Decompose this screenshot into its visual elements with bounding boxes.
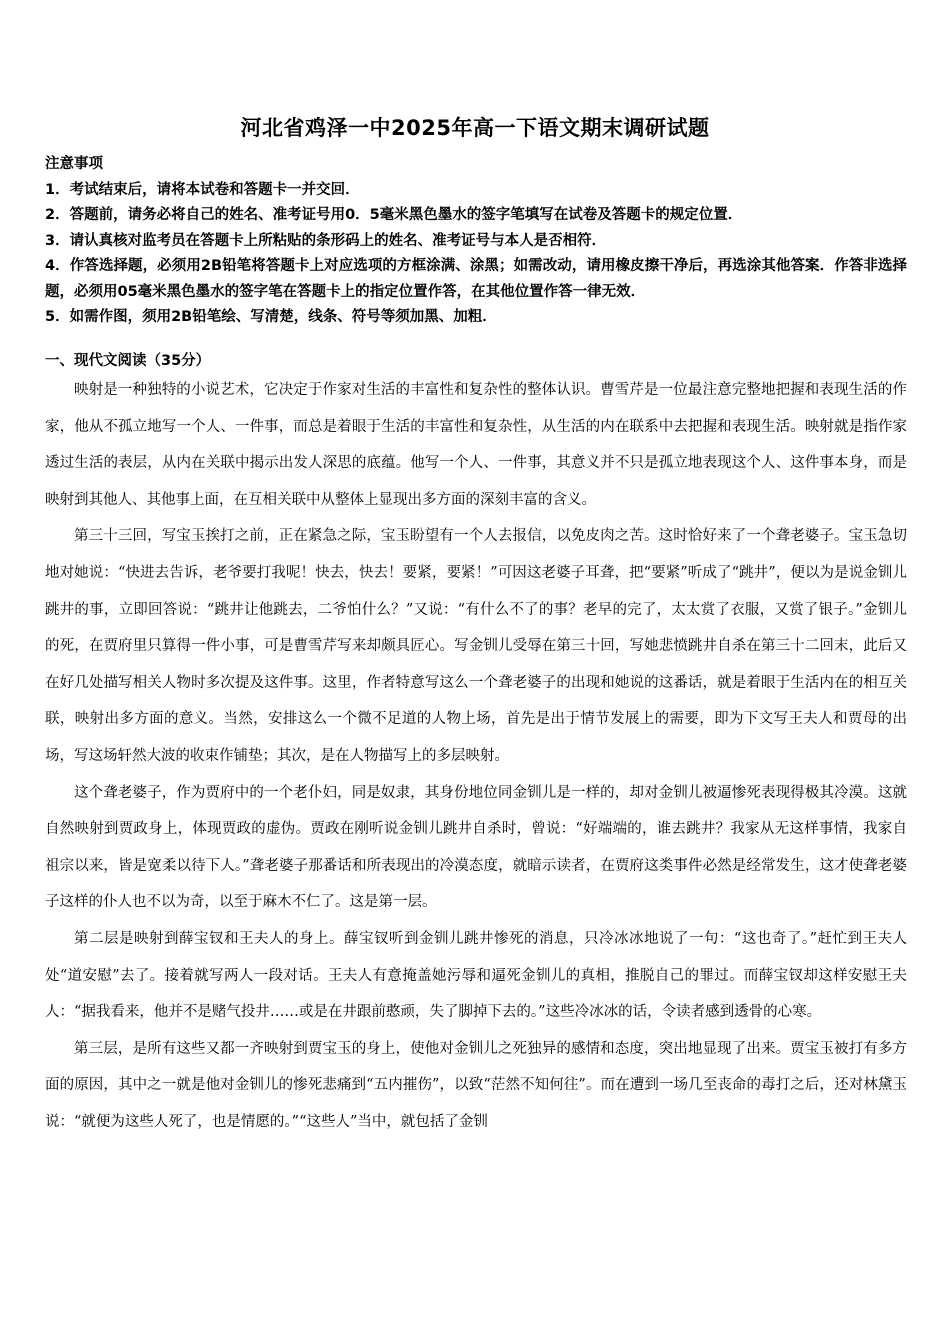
- section-heading: 一、现代文阅读（35分）: [45, 353, 211, 369]
- notice-block: [45, 152, 907, 331]
- notice-item-2: 2．答题前，请务必将自己的姓名、准考证号用0．5毫米黑色墨水的签字笔填写在试卷及答题卡的规定位置．: [45, 207, 743, 223]
- passage-paragraph-4: 第二层是映射到薛宝钗和王夫人的身上。薛宝钗听到金钏儿跳井惨死的消息，只冷冰冰地说了一句：“这也奇了。”赶忙到王夫人处“道安慰”去了。接着就写两人一段对话。王夫人有意掩盖她污辱和逼死金钏儿的真相，推脱自己的罪过。而薛宝钗却这样安慰王夫人：“据我看来，他并不是赌气投井……或是在井跟前憨顽，失了脚掉下去的。”这些冷冰冰的话，令读者感到透骨的心寒。: [45, 930, 907, 1021]
- exam-title: 河北省鸡泽一中2025年高一下语文期末调研试题: [240, 116, 710, 140]
- notice-item-4: 4．作答选择题，必须用2B铅笔将答题卡上对应选项的方框涂满、涂黑；如需改动，请用橡皮擦干净后，再选涂其他答案．作答非选择题，必须用05毫米黑色墨水的签字笔在答题卡上的指定位置作答，在其他位置作答一律无效．: [45, 258, 907, 300]
- notice-heading: 注意事项: [45, 156, 103, 172]
- notice-item-5: 5．如需作图，须用2B铅笔绘、写清楚，线条、符号等须加黑、加粗．: [45, 309, 497, 325]
- passage-paragraph-3: 这个聋老婆子，作为贾府中的一个老仆妇，同是奴隶，其身份地位同金钏儿是一样的，却对金钏儿被逼惨死表现得极其冷漠。这就自然映射到贾政身上，体现贾政的虚伪。贾政在刚听说金钏儿跳井自杀时，曾说：“好端端的，谁去跳井？我家从无这样事情，我家自祖宗以来，皆是宽柔以待下人。”聋老婆子那番话和所表现出的冷漠态度，就暗示读者，在贾府这类事件必然是经常发生，这才使聋老婆子这样的仆人也不以为奇，以至于麻木不仁了。这是第一层。: [45, 784, 907, 911]
- passage-paragraph-5: 第三层，是所有这些又都一齐映射到贾宝玉的身上，使他对金钏儿之死独异的感情和态度，突出地显现了出来。贾宝玉被打有多方面的原因，其中之一就是他对金钏儿的惨死悲痛到“五内摧伤”，以致“茫然不知何往”。而在遭到一场几至丧命的毒打之后，还对林黛玉说：“就便为这些人死了，也是情愿的。”“这些人”当中，就包括了金钏: [45, 1040, 907, 1130]
- notice-item-1: 1．考试结束后，请将本试卷和答题卡一并交回．: [45, 181, 360, 198]
- notice-item-3: 3．请认真核对监考员在答题卡上所粘贴的条形码上的姓名、准考证号与本人是否相符．: [45, 232, 607, 249]
- passage-paragraph-2: 第三十三回，写宝玉挨打之前，正在紧急之际，宝玉盼望有一个人去报信，以免皮肉之苦。这时恰好来了一个聋老婆子。宝玉急切地对她说：“快进去告诉，老爷要打我呢！快去，快去！要紧，要紧！”可因这老婆子耳聋，把“要紧”听成了“跳井”，便以为是说金钏儿跳井的事，立即回答说：“跳井让他跳去，二爷怕什么？”又说：“有什么不了的事？老早的完了，太太赏了衣服，又赏了银子。”金钏儿的死，在贾府里只算得一件小事，可是曹雪芹写来却颇具匠心。写金钏儿受辱在第三十回，写她悲愤跳井自杀在第三十二回末，此后又在好几处描写相关人物时多次提及这件事。这里，作者特意写这么一个聋老婆子的出现和她说的这番话，就是着眼于生活内在的相互关联，映射出多方面的意义。当然，安排这么一个微不足道的人物上场，首先是出于情节发展上的需要，即为下文写王夫人和贾母的出场，写这场轩然大波的收束作铺垫；其次，是在人物描写上的多层映射。: [45, 528, 907, 764]
- reading-passage: [45, 372, 907, 1140]
- passage-paragraph-1: 映射是一种独特的小说艺术，它决定于作家对生活的丰富性和复杂性的整体认识。曹雪芹是一位最注意完整地把握和表现生活的作家，他从不孤立地写一个人、一件事，而总是着眼于生活的丰富性和复杂性，从生活的内在联系中去把握和表现生活。映射就是指作家透过生活的表层，从内在关联中揭示出发人深思的底蕴。他写一个人、一件事，其意义并不只是孤立地表现这个人、这件事本身，而是映射到其他人、其他事上面，在互相关联中从整体上显现出多方面的深刻丰富的含义。: [45, 382, 907, 508]
